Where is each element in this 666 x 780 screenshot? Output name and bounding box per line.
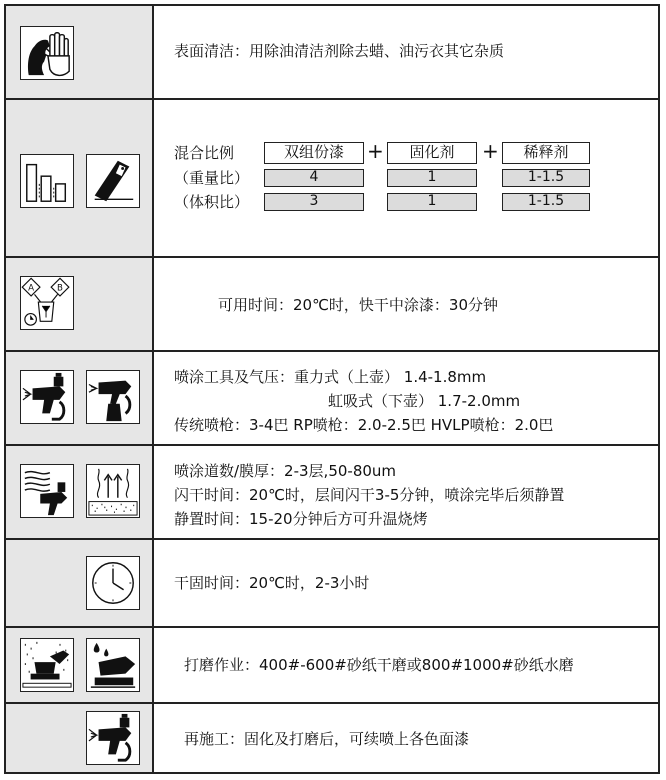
row-sanding (6, 628, 658, 704)
icon-column (6, 100, 154, 256)
row-text: 传统喷枪：3-4巴 RP喷枪：2.0-2.5巴 HVLP喷枪：2.0巴 (174, 416, 554, 434)
row-text: 喷涂道数/膜厚：2-3层,50-80um (174, 462, 397, 480)
row-text: 表面清洁：用除油清洁剂除去蜡、油污衣其它杂质 (174, 42, 505, 60)
icon-column (6, 540, 154, 626)
plus-sign: + (367, 139, 384, 163)
component-thinner: 稀释剂 (502, 142, 590, 164)
spray-gun-icon (86, 711, 140, 765)
component-paint: 双组份漆 (264, 142, 364, 164)
svg-text:A: A (28, 283, 35, 294)
flash-off-icon (86, 464, 140, 518)
mixing-ratio-table (174, 139, 644, 222)
icon-column (6, 446, 154, 538)
spray-coats-icon (20, 464, 74, 518)
volume-ratio-label: （体积比） (174, 193, 250, 211)
row-recoat (6, 704, 658, 772)
wet-sanding-icon (86, 638, 140, 692)
volume-paint-value: 3 (264, 193, 364, 211)
icon-column (6, 704, 154, 772)
icon-column (6, 628, 154, 702)
row-text: 虹吸式（下壶） 1.7-2.0mm (328, 392, 521, 410)
weight-hardener-value: 1 (387, 169, 477, 187)
row-coats-flash (6, 446, 658, 540)
icon-column (6, 258, 154, 350)
row-text: 可用时间：20℃时，快干中涂漆：30分钟 (218, 296, 499, 314)
pot-life-mixing-icon (20, 276, 74, 330)
weight-thinner-value: 1-1.5 (502, 169, 590, 187)
gravity-spray-gun-icon (20, 370, 74, 424)
svg-text:B: B (57, 283, 63, 294)
row-spray-tools (6, 352, 658, 446)
row-mixing-ratio (6, 100, 658, 258)
row-text: 静置时间：15-20分钟后方可升温烧烤 (174, 510, 428, 528)
row-text: 再施工：固化及打磨后，可续喷上各色面漆 (184, 730, 470, 748)
plus-sign: + (482, 139, 499, 163)
technical-data-sheet (4, 4, 660, 774)
row-text: 干固时间：20℃时，2-3小时 (174, 574, 370, 592)
mixing-stick-icon (86, 154, 140, 208)
row-text: 喷涂工具及气压：重力式（上壶） 1.4-1.8mm (174, 368, 487, 386)
row-surface-cleaning (6, 6, 658, 100)
suction-spray-gun-icon (86, 370, 140, 424)
mix-title: 混合比例 (174, 144, 235, 162)
row-pot-life (6, 258, 658, 352)
volume-hardener-value: 1 (387, 193, 477, 211)
weight-paint-value: 4 (264, 169, 364, 187)
row-text: 闪干时间：20℃时，层间闪干3-5分钟，喷涂完毕后须静置 (174, 486, 565, 504)
measuring-cups-icon (20, 154, 74, 208)
hand-wiping-face-icon (20, 26, 74, 80)
clock-icon (86, 556, 140, 610)
dry-sanding-icon (20, 638, 74, 692)
weight-ratio-label: （重量比） (174, 169, 250, 187)
volume-thinner-value: 1-1.5 (502, 193, 590, 211)
row-drying-time (6, 540, 658, 628)
component-hardener: 固化剂 (387, 142, 477, 164)
icon-column (6, 6, 154, 98)
row-text: 打磨作业：400#-600#砂纸干磨或800#1000#砂纸水磨 (184, 656, 574, 674)
icon-column (6, 352, 154, 444)
